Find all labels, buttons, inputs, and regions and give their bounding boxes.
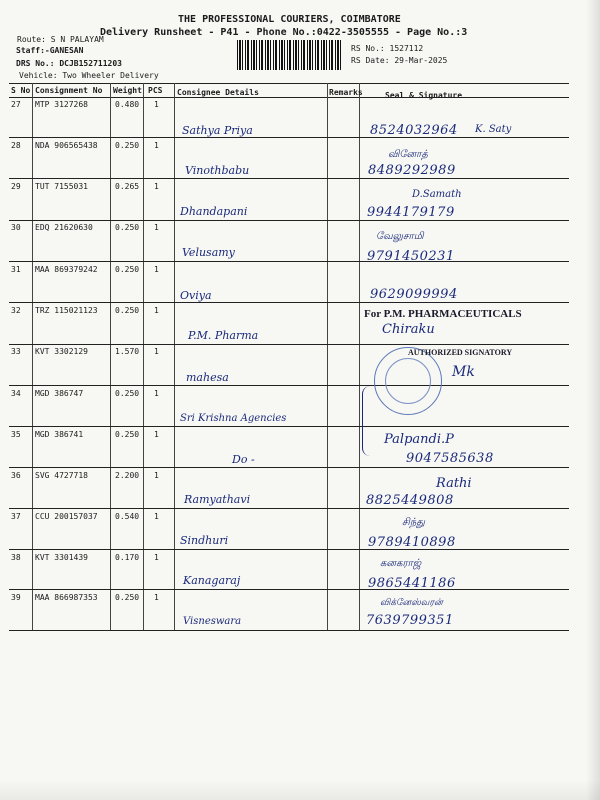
consignee-name: Kanagaraj [183, 574, 241, 587]
row-weight: 0.250 [115, 306, 140, 315]
drs-number: DRS No.: DCJB152711203 [16, 59, 122, 68]
row-pcs: 1 [154, 265, 159, 274]
consignee-name: Ramyathavi [184, 493, 251, 506]
company-seal-text: For P.M. PHARMACEUTICALS [364, 308, 522, 320]
row-sno: 33 [11, 347, 21, 356]
authorized-signatory-text: AUTHORIZED SIGNATORY [408, 348, 513, 357]
row-weight: 0.250 [115, 430, 140, 439]
consignment-number: MGD 386747 [35, 389, 84, 398]
row-separator [9, 178, 569, 179]
row-pcs: 1 [154, 553, 159, 562]
consignee-name: Visneswara [183, 616, 242, 627]
row-separator [9, 467, 569, 468]
row-separator [9, 549, 569, 550]
row-pcs: 1 [154, 306, 159, 315]
receiver-phone: 8524032964 [370, 123, 458, 138]
runsheet-title: Delivery Runsheet - P41 - Phone No.:0422-3505555 - Page No.:3 [100, 27, 468, 38]
consignment-number: MAA 866987353 [35, 593, 98, 602]
rs-number: RS No.: 1527112 [351, 44, 424, 53]
row-weight: 0.170 [115, 553, 140, 562]
row-sno: 36 [11, 471, 21, 480]
consignee-name: Velusamy [182, 246, 235, 259]
row-weight: 0.540 [115, 512, 140, 521]
column-header: Weight [113, 86, 142, 95]
consignee-name: P.M. Pharma [188, 329, 259, 342]
barcode-image [237, 40, 343, 70]
column-divider [174, 83, 175, 630]
receiver-phone: 9944179179 [367, 205, 455, 220]
signature-bracket [362, 386, 373, 456]
row-weight: 0.250 [115, 223, 140, 232]
receiver-signature: K. Saty [475, 124, 512, 135]
receiver-signature: Chiraku [382, 322, 435, 337]
column-header: Seal & Signature [385, 91, 463, 100]
consignment-number: MAA 869379242 [35, 265, 98, 274]
consignment-number: CCU 200157037 [35, 512, 98, 521]
row-pcs: 1 [154, 512, 159, 521]
row-weight: 0.265 [115, 182, 140, 191]
receiver-phone: 8489292989 [368, 163, 456, 178]
receiver-signature: வினோத் [388, 149, 428, 160]
row-separator [9, 344, 569, 345]
receiver-signature: வேலுசாமி [376, 231, 424, 242]
table-border-bottom [9, 630, 569, 631]
consignment-number: EDQ 21620630 [35, 223, 93, 232]
receiver-phone: 9629099994 [370, 287, 458, 302]
company-name: THE PROFESSIONAL COURIERS, COIMBATORE [178, 14, 401, 25]
route-text: Route: S N PALAYAM [17, 35, 104, 44]
page-shadow-bottom [0, 780, 600, 800]
receiver-signature: D.Samath [412, 189, 462, 200]
consignment-number: MTP 3127268 [35, 100, 88, 109]
row-sno: 28 [11, 141, 21, 150]
row-sno: 31 [11, 265, 21, 274]
row-weight: 0.250 [115, 265, 140, 274]
consignment-number: KVT 3301439 [35, 553, 88, 562]
row-pcs: 1 [154, 223, 159, 232]
row-weight: 1.570 [115, 347, 140, 356]
round-seal-inner-ring [385, 358, 431, 404]
row-weight: 0.480 [115, 100, 140, 109]
row-pcs: 1 [154, 430, 159, 439]
consignee-name: Sathya Priya [182, 124, 253, 137]
receiver-signature: விக்னேஸ்வரன் [380, 598, 443, 608]
rs-date: RS Date: 29-Mar-2025 [351, 56, 448, 65]
row-weight: 0.250 [115, 141, 140, 150]
row-sno: 35 [11, 430, 21, 439]
table-border-top [9, 83, 569, 84]
consignee-name: Vinothbabu [185, 164, 250, 177]
receiver-signature: சிந்து [402, 517, 425, 528]
consignment-number: SVG 4727718 [35, 471, 88, 480]
row-sno: 32 [11, 306, 21, 315]
row-sno: 38 [11, 553, 21, 562]
consignment-number: KVT 3302129 [35, 347, 88, 356]
receiver-phone: 9789410898 [368, 535, 456, 550]
column-divider [327, 83, 328, 630]
row-pcs: 1 [154, 593, 159, 602]
receiver-signature: Rathi [436, 476, 472, 491]
column-divider [110, 83, 111, 630]
column-header: Remarks [329, 88, 363, 97]
consignee-name: Sindhuri [180, 534, 229, 547]
row-sno: 27 [11, 100, 21, 109]
consignment-number: NDA 906565438 [35, 141, 98, 150]
receiver-signature: கனகராஜ் [380, 558, 422, 569]
row-separator [9, 261, 569, 262]
row-sno: 30 [11, 223, 21, 232]
row-separator [9, 385, 569, 386]
consignee-name: mahesa [186, 371, 229, 384]
row-pcs: 1 [154, 389, 159, 398]
receiver-phone: 9047585638 [406, 451, 494, 466]
column-header: Consignment No [35, 86, 103, 95]
row-separator [9, 508, 569, 509]
table-header-rule [9, 97, 569, 98]
column-divider [143, 83, 144, 630]
column-header: PCS [148, 86, 163, 95]
row-pcs: 1 [154, 347, 159, 356]
consignee-name: Oviya [180, 289, 212, 302]
row-sno: 34 [11, 389, 21, 398]
row-weight: 0.250 [115, 593, 140, 602]
consignee-name: Dhandapani [180, 205, 248, 218]
page-shadow-right [586, 0, 600, 800]
receiver-phone: 8825449808 [366, 493, 454, 508]
consignment-number: MGD 386741 [35, 430, 84, 439]
receiver-phone: 9865441186 [368, 576, 456, 591]
row-pcs: 1 [154, 471, 159, 480]
receiver-signature: Palpandi.P [384, 432, 454, 447]
row-pcs: 1 [154, 141, 159, 150]
row-separator [9, 302, 569, 303]
row-separator [9, 589, 569, 590]
row-separator [9, 220, 569, 221]
receiver-phone: 7639799351 [366, 613, 454, 628]
consignment-number: TUT 7155031 [35, 182, 88, 191]
row-pcs: 1 [154, 100, 159, 109]
consignment-number: TRZ 115021123 [35, 306, 98, 315]
staff-text: Staff:-GANESAN [16, 46, 84, 55]
receiver-phone: 9791450231 [367, 249, 455, 264]
row-sno: 29 [11, 182, 21, 191]
row-weight: 0.250 [115, 389, 140, 398]
column-divider [32, 83, 33, 630]
column-header: Consignee Details [177, 88, 259, 97]
row-sno: 37 [11, 512, 21, 521]
row-sno: 39 [11, 593, 21, 602]
receiver-signature: Mk [452, 364, 475, 380]
column-divider [359, 83, 360, 630]
row-separator [9, 426, 569, 427]
consignee-name: Sri Krishna Agencies [180, 413, 287, 424]
consignee-name: Do - [232, 453, 255, 466]
column-header: S No [11, 86, 31, 95]
row-pcs: 1 [154, 182, 159, 191]
row-weight: 2.200 [115, 471, 140, 480]
row-separator [9, 137, 569, 138]
vehicle-text: Vehicle: Two Wheeler Delivery [19, 71, 159, 80]
round-seal-stamp [374, 347, 442, 415]
